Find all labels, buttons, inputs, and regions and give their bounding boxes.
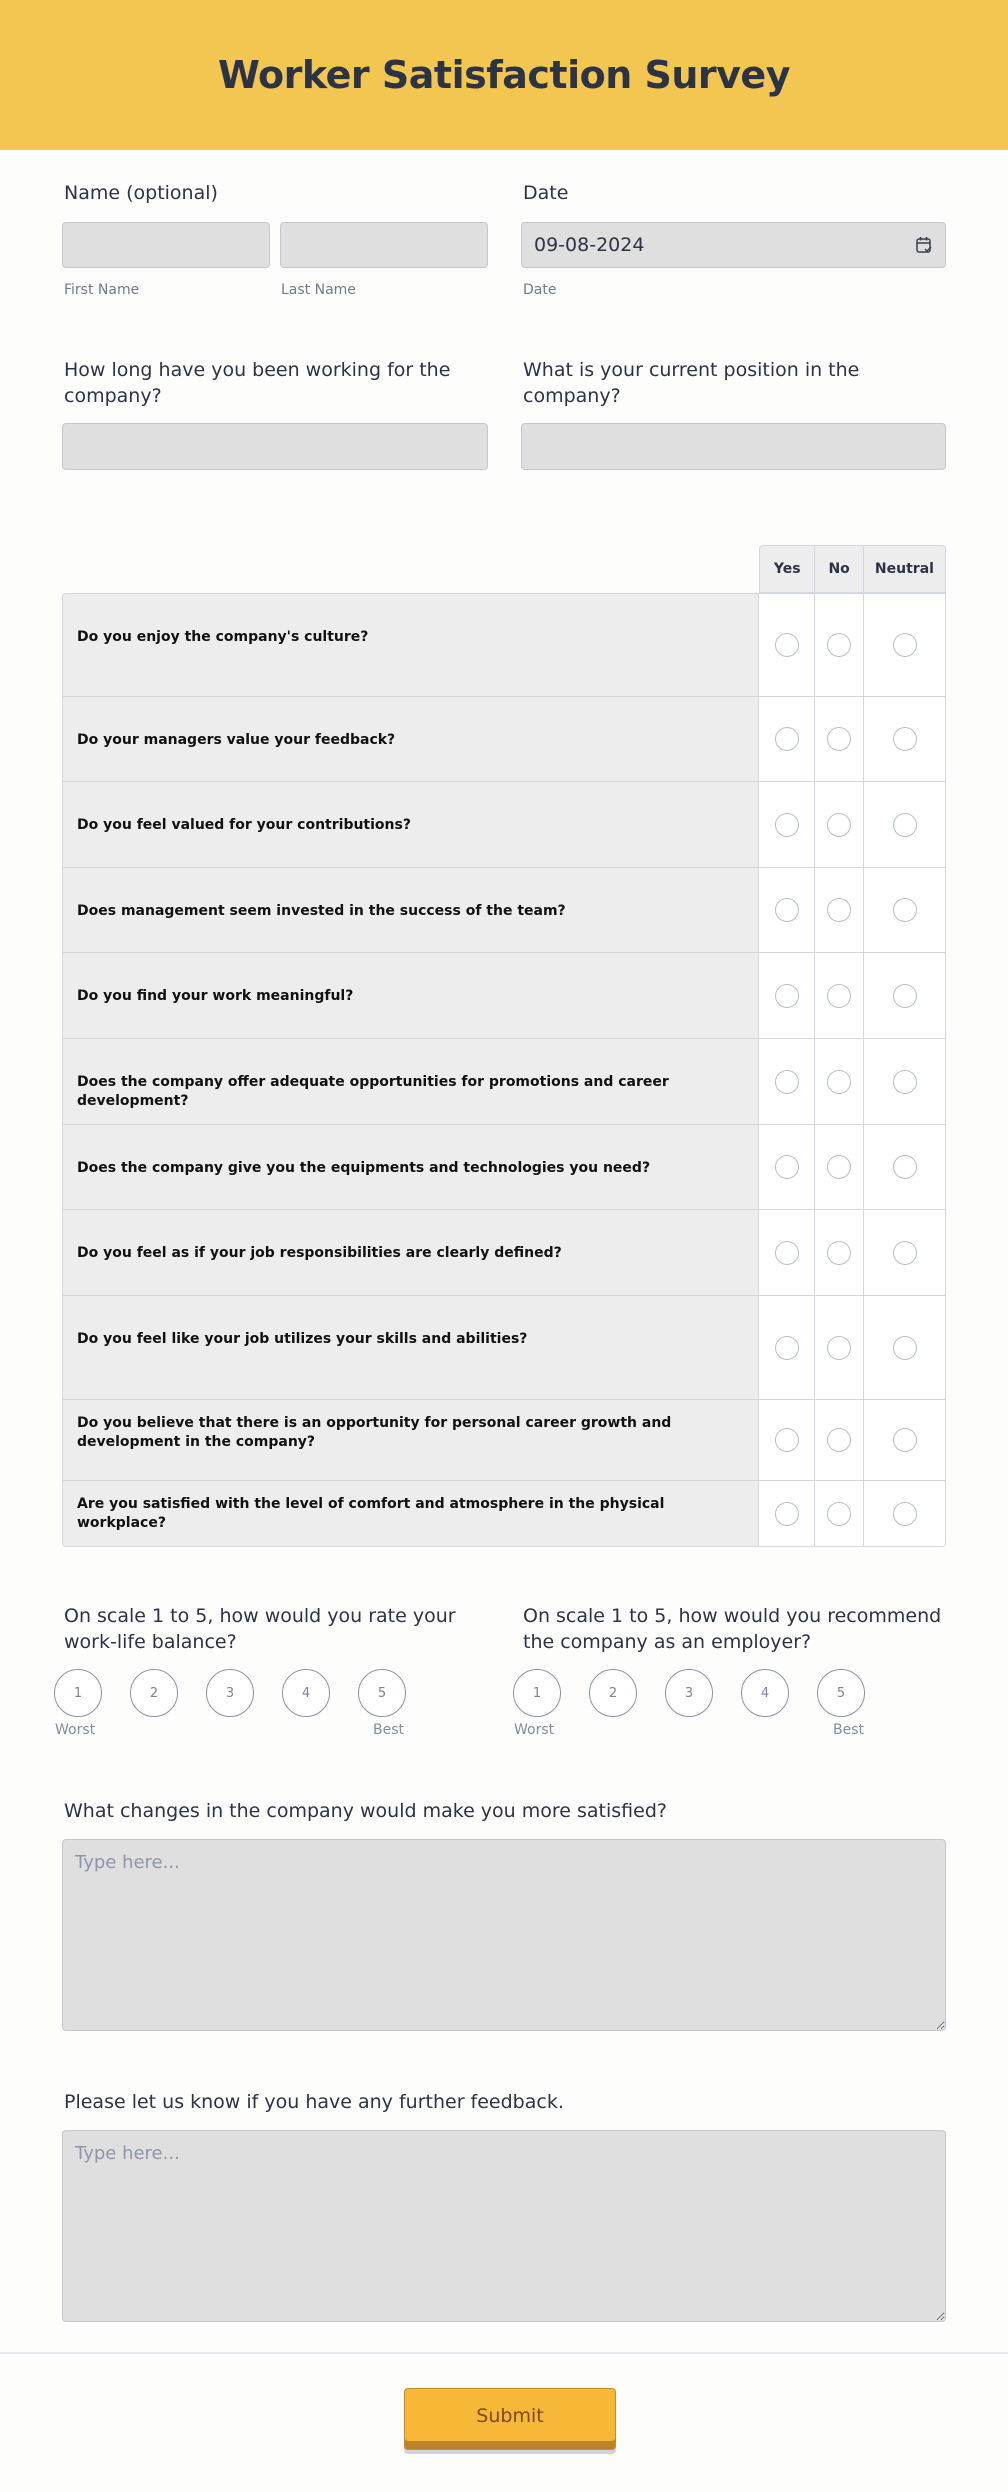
matrix-col-no: No — [815, 546, 863, 592]
matrix-row — [63, 1210, 945, 1296]
radio-neutral[interactable] — [893, 1502, 917, 1526]
radio-no[interactable] — [827, 1336, 851, 1360]
matrix-question: Do you feel as if your job responsibilities are clearly defined? — [63, 1210, 758, 1295]
radio-yes[interactable] — [775, 984, 799, 1008]
radio-yes[interactable] — [775, 1428, 799, 1452]
radio-yes[interactable] — [775, 1070, 799, 1094]
radio-yes[interactable] — [775, 633, 799, 657]
first-name-input[interactable] — [62, 222, 270, 268]
matrix-question: Do you find your work meaningful? — [63, 953, 758, 1038]
last-name-sublabel: Last Name — [281, 282, 356, 298]
matrix-question: Does the company give you the equipments and technologies you need? — [63, 1125, 758, 1209]
date-label: Date — [523, 182, 569, 204]
rating-option[interactable]: 3 — [665, 1669, 713, 1717]
matrix-cell — [758, 953, 814, 1038]
radio-neutral[interactable] — [893, 633, 917, 657]
feedback-textarea[interactable] — [62, 2130, 946, 2322]
radio-no[interactable] — [827, 1155, 851, 1179]
radio-yes[interactable] — [775, 898, 799, 922]
matrix-question: Do you believe that there is an opportunity for personal career growth and development in the company? — [63, 1400, 758, 1480]
matrix-question: Do you feel like your job utilizes your skills and abilities? — [63, 1296, 758, 1399]
changes-label: What changes in the company would make you more satisfied? — [64, 1800, 667, 1822]
radio-neutral[interactable] — [893, 813, 917, 837]
radio-neutral[interactable] — [893, 1336, 917, 1360]
matrix-cell — [758, 1039, 814, 1124]
radio-yes[interactable] — [775, 1336, 799, 1360]
matrix-cell — [863, 1039, 945, 1124]
position-label: What is your current position in the company? — [523, 359, 860, 407]
radio-no[interactable] — [827, 633, 851, 657]
radio-neutral[interactable] — [893, 1070, 917, 1094]
radio-no[interactable] — [827, 984, 851, 1008]
recommend-min-caption: Worst — [514, 1722, 555, 1738]
matrix-cell — [758, 1481, 814, 1546]
recommend-max-caption: Best — [833, 1722, 865, 1738]
matrix-col-yes: Yes — [760, 546, 815, 592]
rating-option[interactable]: 2 — [130, 1669, 178, 1717]
matrix-row — [63, 1125, 945, 1210]
radio-neutral[interactable] — [893, 1428, 917, 1452]
rating-option[interactable]: 5 — [817, 1669, 865, 1717]
feedback-label: Please let us know if you have any further feedback. — [64, 2091, 564, 2113]
matrix-cell — [863, 868, 945, 952]
work-life-min-caption: Worst — [55, 1722, 96, 1738]
radio-yes[interactable] — [775, 813, 799, 837]
name-label: Name (optional) — [64, 182, 218, 204]
last-name-input[interactable] — [280, 222, 488, 268]
matrix-cell — [814, 1481, 863, 1546]
matrix-cell — [758, 868, 814, 952]
matrix-cell — [814, 782, 863, 867]
matrix-question: Do you enjoy the company's culture? — [63, 594, 758, 696]
matrix-cell — [863, 782, 945, 867]
date-sublabel: Date — [523, 282, 557, 298]
radio-neutral[interactable] — [893, 984, 917, 1008]
matrix-cell — [814, 1039, 863, 1124]
matrix-cell — [758, 697, 814, 781]
radio-no[interactable] — [827, 1502, 851, 1526]
matrix-cell — [758, 1125, 814, 1209]
footer-divider — [0, 2352, 1008, 2354]
radio-neutral[interactable] — [893, 898, 917, 922]
radio-neutral[interactable] — [893, 1241, 917, 1265]
matrix-question: Do your managers value your feedback? — [63, 697, 758, 781]
matrix-question: Do you feel valued for your contributions? — [63, 782, 758, 867]
radio-yes[interactable] — [775, 1502, 799, 1526]
radio-no[interactable] — [827, 727, 851, 751]
matrix-row — [63, 594, 945, 697]
matrix-row — [63, 1481, 945, 1546]
matrix-cell — [863, 953, 945, 1038]
date-input[interactable] — [521, 222, 946, 268]
radio-no[interactable] — [827, 1428, 851, 1452]
matrix-cell — [814, 697, 863, 781]
matrix-cell — [814, 594, 863, 696]
changes-textarea[interactable] — [62, 1839, 946, 2031]
matrix-cell — [758, 1210, 814, 1295]
matrix-cell — [863, 594, 945, 696]
work-life-max-caption: Best — [373, 1722, 405, 1738]
matrix-cell — [814, 868, 863, 952]
calendar-icon[interactable] — [915, 235, 933, 255]
matrix-cell — [814, 1296, 863, 1399]
radio-no[interactable] — [827, 1070, 851, 1094]
matrix-cell — [758, 782, 814, 867]
matrix-row — [63, 782, 945, 868]
matrix-col-neutral: Neutral — [874, 561, 934, 577]
rating-option[interactable]: 4 — [741, 1669, 789, 1717]
matrix-header — [759, 545, 946, 593]
matrix-cell — [758, 1400, 814, 1480]
radio-no[interactable] — [827, 813, 851, 837]
matrix-cell — [863, 1210, 945, 1295]
first-name-sublabel: First Name — [64, 282, 140, 298]
position-input[interactable] — [521, 423, 946, 470]
matrix-cell — [863, 1125, 945, 1209]
radio-yes[interactable] — [775, 1241, 799, 1265]
submit-button[interactable]: Submit — [404, 2388, 616, 2450]
matrix-cell — [863, 697, 945, 781]
radio-neutral[interactable] — [893, 1155, 917, 1179]
matrix-row — [63, 1296, 945, 1400]
date-value: 09-08-2024 — [534, 234, 645, 256]
rating-option[interactable]: 5 — [358, 1669, 406, 1717]
matrix-cell — [814, 1210, 863, 1295]
matrix-cell — [814, 953, 863, 1038]
tenure-input[interactable] — [62, 423, 488, 470]
recommend-rating-label: On scale 1 to 5, how would you recommend the company as an employer? — [523, 1605, 942, 1653]
matrix-cell — [814, 1125, 863, 1209]
radio-yes[interactable] — [775, 727, 799, 751]
work-life-rating-label: On scale 1 to 5, how would you rate your work-life balance? — [64, 1605, 456, 1653]
matrix-row — [63, 1400, 945, 1481]
matrix-question: Does management seem invested in the success of the team? — [63, 868, 758, 952]
matrix-question: Does the company offer adequate opportunities for promotions and career development? — [63, 1039, 758, 1124]
satisfaction-matrix — [62, 593, 946, 1547]
matrix-row — [63, 868, 945, 953]
matrix-cell — [758, 594, 814, 696]
matrix-question: Are you satisfied with the level of comfort and atmosphere in the physical workplace? — [63, 1481, 758, 1546]
matrix-row — [63, 697, 945, 782]
radio-neutral[interactable] — [893, 727, 917, 751]
radio-no[interactable] — [827, 898, 851, 922]
rating-option[interactable]: 4 — [282, 1669, 330, 1717]
matrix-cell — [814, 1400, 863, 1480]
form-header — [0, 0, 1008, 150]
tenure-label: How long have you been working for the company? — [64, 359, 451, 407]
radio-no[interactable] — [827, 1241, 851, 1265]
matrix-row — [63, 1039, 945, 1125]
rating-option[interactable]: 3 — [206, 1669, 254, 1717]
matrix-cell — [863, 1400, 945, 1480]
rating-option[interactable]: 1 — [54, 1669, 102, 1717]
form-title: Worker Satisfaction Survey — [218, 53, 790, 97]
matrix-row — [63, 953, 945, 1039]
matrix-cell — [758, 1296, 814, 1399]
radio-yes[interactable] — [775, 1155, 799, 1179]
matrix-cell — [863, 1481, 945, 1546]
rating-option[interactable]: 2 — [589, 1669, 637, 1717]
rating-option[interactable]: 1 — [513, 1669, 561, 1717]
matrix-cell — [863, 1296, 945, 1399]
